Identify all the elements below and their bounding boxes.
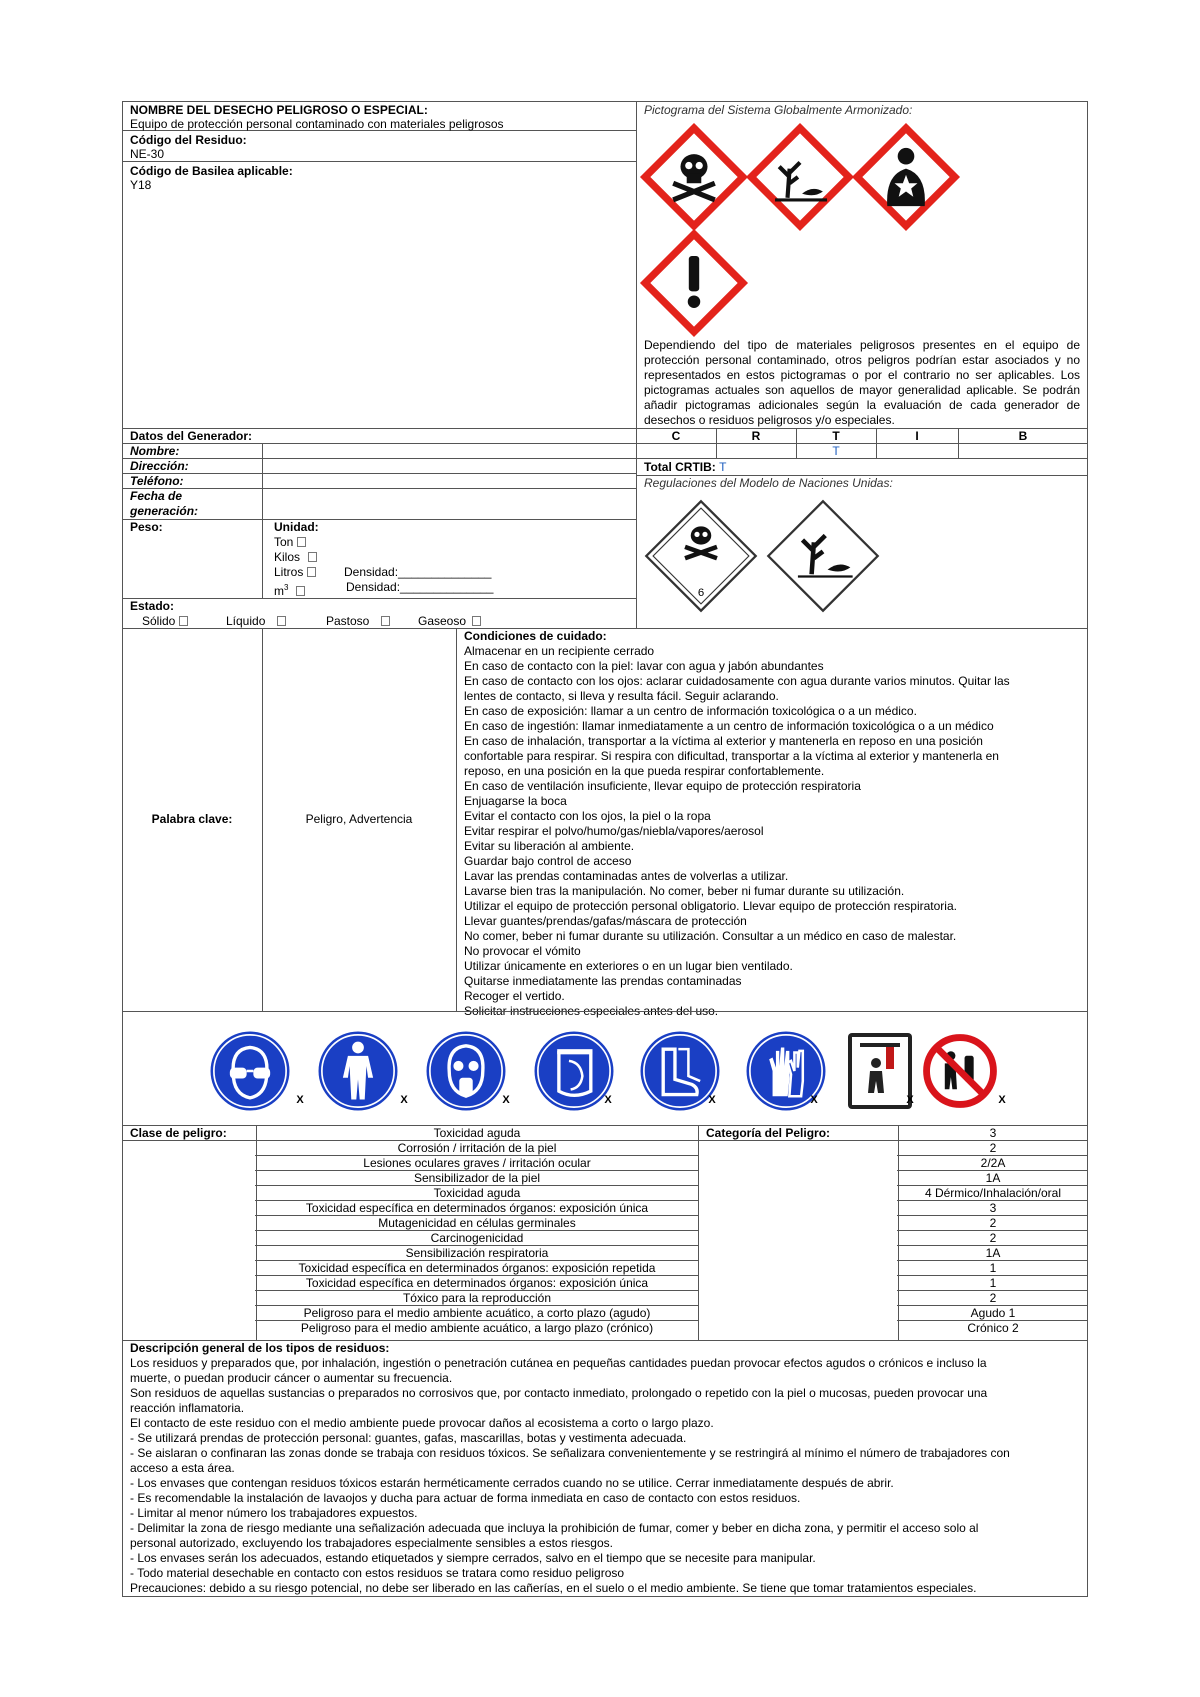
care-line: Evitar respirar el polvo/humo/gas/niebla/vapores/aerosol: [464, 824, 764, 838]
hazard-category: 2/2A: [980, 1156, 1006, 1170]
hazard-name: Toxicidad específica en determinados órganos: exposición única: [305, 1201, 649, 1215]
care-line: No comer, beber ni fumar durante su utilización. Consultar a un médico en caso de malestar.: [464, 929, 957, 943]
table-row: [122, 1230, 1088, 1246]
care-line: En caso de inhalación, transportar a la víctima al exterior y mantenerla en reposo en una posición: [464, 734, 983, 748]
hazard-name: Peligroso para el medio ambiente acuático, a largo plazo (crónico): [300, 1321, 654, 1335]
care-line: Recoger el vertido.: [464, 989, 565, 1003]
hazard-name: Sensibilización respiratoria: [405, 1246, 549, 1260]
hazard-name: Sensibilizador de la piel: [413, 1171, 541, 1185]
hazard-table: [122, 1125, 1088, 1340]
crtib-marked-t: T: [832, 444, 840, 458]
protective-suit-icon: [316, 1029, 400, 1113]
care-line: Quitarse inmediatamente las prendas contaminadas: [464, 974, 742, 988]
hazard-category: 2: [989, 1216, 997, 1230]
hazard-category: 2: [989, 1231, 997, 1245]
table-row: [122, 1185, 1088, 1201]
ppe-mark-suit[interactable]: X: [400, 1094, 408, 1106]
crtib-total-label: Total CRTIB: T: [644, 460, 727, 474]
hazard-name: Tóxico para la reproducción: [402, 1291, 552, 1305]
ppe-mark-glasses[interactable]: X: [296, 1094, 304, 1106]
ppe-mark-gloves[interactable]: X: [810, 1094, 818, 1106]
generation-date-label: Fecha de generación:: [130, 489, 199, 518]
table-row: [122, 1290, 1088, 1306]
care-line: Utilizar el equipo de protección personal obligatorio. Llevar equipo de protección respiratoria.: [464, 899, 957, 913]
checkbox-icon: [277, 616, 286, 626]
crtib-header-t: T: [832, 429, 840, 443]
description-line: - Todo material desechable en contacto con estos residuos se tratara como residuo peligroso: [130, 1566, 625, 1580]
care-line: Guardar bajo control de acceso: [464, 854, 632, 868]
hazard-category: 1: [989, 1276, 997, 1290]
checkbox-icon: [308, 552, 317, 562]
table-row: [122, 1305, 1088, 1321]
hazard-category: 1A: [985, 1246, 1001, 1260]
un-regulations-label: Regulaciones del Modelo de Naciones Unidas:: [644, 476, 893, 490]
un-environment-label-icon: [766, 499, 880, 613]
care-line: En caso de ingestión: llamar inmediatamente a un centro de información toxicológica o a un médico: [464, 719, 994, 733]
table-row: [122, 1260, 1088, 1276]
care-line: Lavarse bien tras la manipulación. No comer, beber ni fumar durante su utilización.: [464, 884, 905, 898]
hazard-category-label: Categoría del Peligro:: [706, 1126, 831, 1140]
description-line: reacción inflamatoria.: [130, 1401, 245, 1415]
ghs-label: Pictograma del Sistema Globalmente Armonizado:: [644, 103, 913, 117]
checkbox-icon: [307, 567, 316, 577]
table-row: [122, 1170, 1088, 1186]
waste-code-label: Código del Residuo:: [130, 133, 247, 147]
hazard-category: 1A: [985, 1171, 1001, 1185]
hazard-category: 3: [989, 1201, 997, 1215]
care-line: Enjuagarse la boca: [464, 794, 567, 808]
care-line: Evitar el contacto con los ojos, la piel o la ropa: [464, 809, 711, 823]
basel-code-label: Código de Basilea aplicable:: [130, 164, 293, 178]
hazard-name: Carcinogenicidad: [430, 1231, 524, 1245]
state-label: Estado:: [130, 599, 175, 613]
safety-glasses-icon: [208, 1029, 292, 1113]
care-line: En caso de contacto con la piel: lavar con agua y jabón abundantes: [464, 659, 824, 673]
generator-phone-field[interactable]: [263, 474, 635, 488]
crtib-header-i: I: [915, 429, 919, 443]
hazard-category: Crónico 2: [967, 1321, 1019, 1335]
description-line: El contacto de este residuo con el medio ambiente puede provocar daños al ecosistema a corto o largo plazo.: [130, 1416, 714, 1430]
exclamation-icon: [642, 231, 746, 335]
state-gas-option[interactable]: Gaseoso: [418, 614, 481, 629]
checkbox-icon: [472, 616, 481, 626]
keyword-value: Peligro, Advertencia: [305, 812, 413, 826]
ghs-note: Dependiendo del tipo de materiales peligrosos presentes en el equipo de protección personal contaminado, otros peligros podrían estar asociados y no representados en estos pictogramas o por el contrario no ser aplicables. Los pictogramas actuales son aquellos de mayor generalidad aplicable. Se podrán añadir pictogramas adicionales según la evaluación de cada generador de desechos o residuos peligrosos y/o especiales.: [644, 338, 1080, 427]
table-row: [122, 1320, 1088, 1336]
generator-address-field[interactable]: [263, 459, 635, 473]
care-title: Condiciones de cuidado:: [464, 629, 607, 643]
description-line: - Los envases que contengan residuos tóxicos estarán herméticamente cerrados cuando no se utilice. Cerrar inmediatamente después de abrir.: [130, 1476, 894, 1490]
crtib-header-c: C: [671, 429, 681, 443]
care-line: Solicitar instrucciones especiales antes del uso.: [464, 1004, 719, 1018]
description-body: [130, 1356, 1084, 1596]
skull-crossbones-icon: [642, 125, 746, 229]
description-line: - Se utilizará prendas de protección personal: guantes, gafas, mascarillas, botas y vestimenta adecuada.: [130, 1431, 687, 1445]
care-line: Llevar guantes/prendas/gafas/máscara de protección: [464, 914, 747, 928]
weight-label: Peso:: [130, 520, 163, 534]
care-line: Utilizar únicamente en exteriores o en un lugar bien ventilado.: [464, 959, 793, 973]
gas-mask-icon: [424, 1029, 508, 1113]
hazard-name: Corrosión / irritación de la piel: [397, 1141, 557, 1155]
hazard-category: 2: [989, 1291, 997, 1305]
care-line: En caso de contacto con los ojos: aclarar cuidadosamente con agua durante varios minutos. Quitar las: [464, 674, 1010, 688]
hazard-category: 1: [989, 1261, 997, 1275]
generator-name-label: Nombre:: [130, 444, 180, 458]
crtib-header-b: B: [1018, 429, 1028, 443]
description-title: Descripción general de los tipos de residuos:: [130, 1341, 390, 1355]
care-instructions: [464, 644, 1084, 1019]
hazard-class-label: Clase de peligro:: [130, 1126, 227, 1140]
description-line: - Los envases serán los adecuados, estando etiquetados y siempre cerrados, salvo en el tiempo que se necesite para manipular.: [130, 1551, 816, 1565]
hazard-name: Toxicidad específica en determinados órganos: exposición repetida: [298, 1261, 656, 1275]
waste-code-value: NE-30: [130, 147, 165, 161]
density-litros-field[interactable]: Densidad:______________: [344, 565, 492, 579]
state-liquid-option[interactable]: Líquido: [226, 614, 286, 629]
waste-name-label: NOMBRE DEL DESECHO PELIGROSO O ESPECIAL:: [130, 103, 428, 117]
care-line: Almacenar en un recipiente cerrado: [464, 644, 655, 658]
environment-hazard-icon: [748, 125, 852, 229]
care-line: Evitar su liberación al ambiente.: [464, 839, 635, 853]
keyword-label: Palabra clave:: [151, 812, 233, 826]
hazard-category: 2: [989, 1141, 997, 1155]
unit-litros-option[interactable]: Litros: [274, 565, 316, 580]
table-row: [122, 1155, 1088, 1171]
health-hazard-icon: [854, 125, 958, 229]
description-line: muerte, o puedan producir cáncer o aumentar su frecuencia.: [130, 1371, 453, 1385]
table-row: [122, 1245, 1088, 1261]
unit-ton-option[interactable]: Ton: [274, 535, 306, 550]
disposal-warning-icon: [848, 1033, 912, 1109]
un-toxic-label-icon: [644, 499, 758, 613]
basel-code-value: Y18: [130, 178, 152, 192]
waste-name-value: Equipo de protección personal contaminado con materiales peligrosos: [130, 117, 504, 131]
hazard-name: Peligroso para el medio ambiente acuático, a corto plazo (agudo): [303, 1306, 651, 1320]
svg-text:6: 6: [697, 586, 705, 599]
generator-address-label: Dirección:: [130, 459, 189, 473]
no-fire-extinguisher-icon: [922, 1033, 998, 1109]
description-line: - Delimitar la zona de riesgo mediante una señalización adecuada que incluya la prohibición de fumar, comer y beber en dicha zona, y permitir el acceso solo al: [130, 1521, 979, 1535]
care-line: No provocar el vómito: [464, 944, 581, 958]
hazard-name: Toxicidad aguda: [433, 1186, 521, 1200]
ppe-mark-disposal[interactable]: X: [906, 1094, 914, 1106]
description-line: - Es recomendable la instalación de lavaojos y ducha para actuar de forma inmediata en caso de contacto con estos residuos.: [130, 1491, 801, 1505]
state-paste-option[interactable]: Pastoso: [326, 614, 390, 629]
hazard-name: Lesiones oculares graves / irritación ocular: [363, 1156, 591, 1170]
generator-phone-label: Teléfono:: [130, 474, 184, 488]
checkbox-icon: [179, 616, 188, 626]
generator-name-field[interactable]: [263, 444, 635, 458]
table-row: [122, 1215, 1088, 1231]
care-line: lentes de contacto, si lleva y resulta fácil. Seguir aclarando.: [464, 689, 779, 703]
table-row: [122, 1125, 1088, 1140]
generator-title: Datos del Generador:: [130, 429, 253, 443]
hazard-category: 3: [989, 1126, 997, 1140]
hazard-name: Toxicidad aguda: [433, 1126, 521, 1140]
crtib-total-value: T: [719, 460, 727, 474]
checkbox-icon: [297, 537, 306, 547]
hazard-category: Agudo 1: [970, 1306, 1016, 1320]
table-row: [122, 1275, 1088, 1291]
unit-label: Unidad:: [274, 520, 319, 534]
hazard-name: Toxicidad específica en determinados órganos: exposición única: [305, 1276, 649, 1290]
density-m3-field[interactable]: Densidad:______________: [346, 580, 494, 594]
description-line: Los residuos y preparados que, por inhalación, ingestión o penetración cutánea en pequeñas cantidades puedan provocar efectos agudos o crónicos e incluso la: [130, 1356, 987, 1370]
description-line: personal autorizado, excluyendo los trabajadores especialmente sensibles a estos riesgos.: [130, 1536, 613, 1550]
care-line: reposo, en una posición en la que pueda respirar confortablemente.: [464, 764, 825, 778]
care-line: confortable para respirar. Si respira con dificultad, transportar a la víctima al exterior y mantenerla en: [464, 749, 999, 763]
description-line: - Limitar al menor número los trabajadores expuestos.: [130, 1506, 418, 1520]
care-line: En caso de exposición: llamar a un centro de información toxicológica o a un médico.: [464, 704, 917, 718]
ppe-mark-extinguisher[interactable]: X: [998, 1094, 1006, 1106]
care-line: En caso de ventilación insuficiente, llevar equipo de protección respiratoria: [464, 779, 861, 793]
generation-date-field[interactable]: [263, 489, 635, 518]
description-line: - Se aislaran o confinaran las zonas donde se trabaja con residuos tóxicos. Se señalizara convenientemente y se restringirá al mínimo el número de trabajadores con: [130, 1446, 1010, 1460]
care-line: Lavar las prendas contaminadas antes de volverlas a utilizar.: [464, 869, 789, 883]
unit-kilos-option[interactable]: Kilos: [274, 550, 317, 565]
checkbox-icon: [296, 586, 305, 596]
waste-data-sheet: [122, 101, 1088, 1597]
ppe-mark-boots[interactable]: X: [708, 1094, 716, 1106]
ppe-mark-shield[interactable]: X: [604, 1094, 612, 1106]
description-line: Precauciones: debido a su riesgo potencial, no debe ser liberado en las cañerías, en el suelo o el medio ambiente. Se tiene que tomar tratamientos especiales.: [130, 1581, 977, 1595]
description-line: acceso a esta área.: [130, 1461, 235, 1475]
ppe-mark-mask[interactable]: X: [502, 1094, 510, 1106]
checkbox-icon: [381, 616, 390, 626]
table-row: [122, 1200, 1088, 1216]
unit-m3-option[interactable]: $m^3$: [274, 580, 305, 599]
hazard-name: Mutagenicidad en células germinales: [378, 1216, 576, 1230]
hazard-category: 4 Dérmico/Inhalación/oral: [924, 1186, 1062, 1200]
table-row: [122, 1140, 1088, 1156]
description-line: Son residuos de aquellas sustancias o preparados no corrosivos que, por contacto inmediato, prolongado o repetido con la piel o mucosas, pueden provocar una: [130, 1386, 988, 1400]
crtib-header-r: R: [751, 429, 761, 443]
state-solid-option[interactable]: Sólido: [142, 614, 188, 629]
